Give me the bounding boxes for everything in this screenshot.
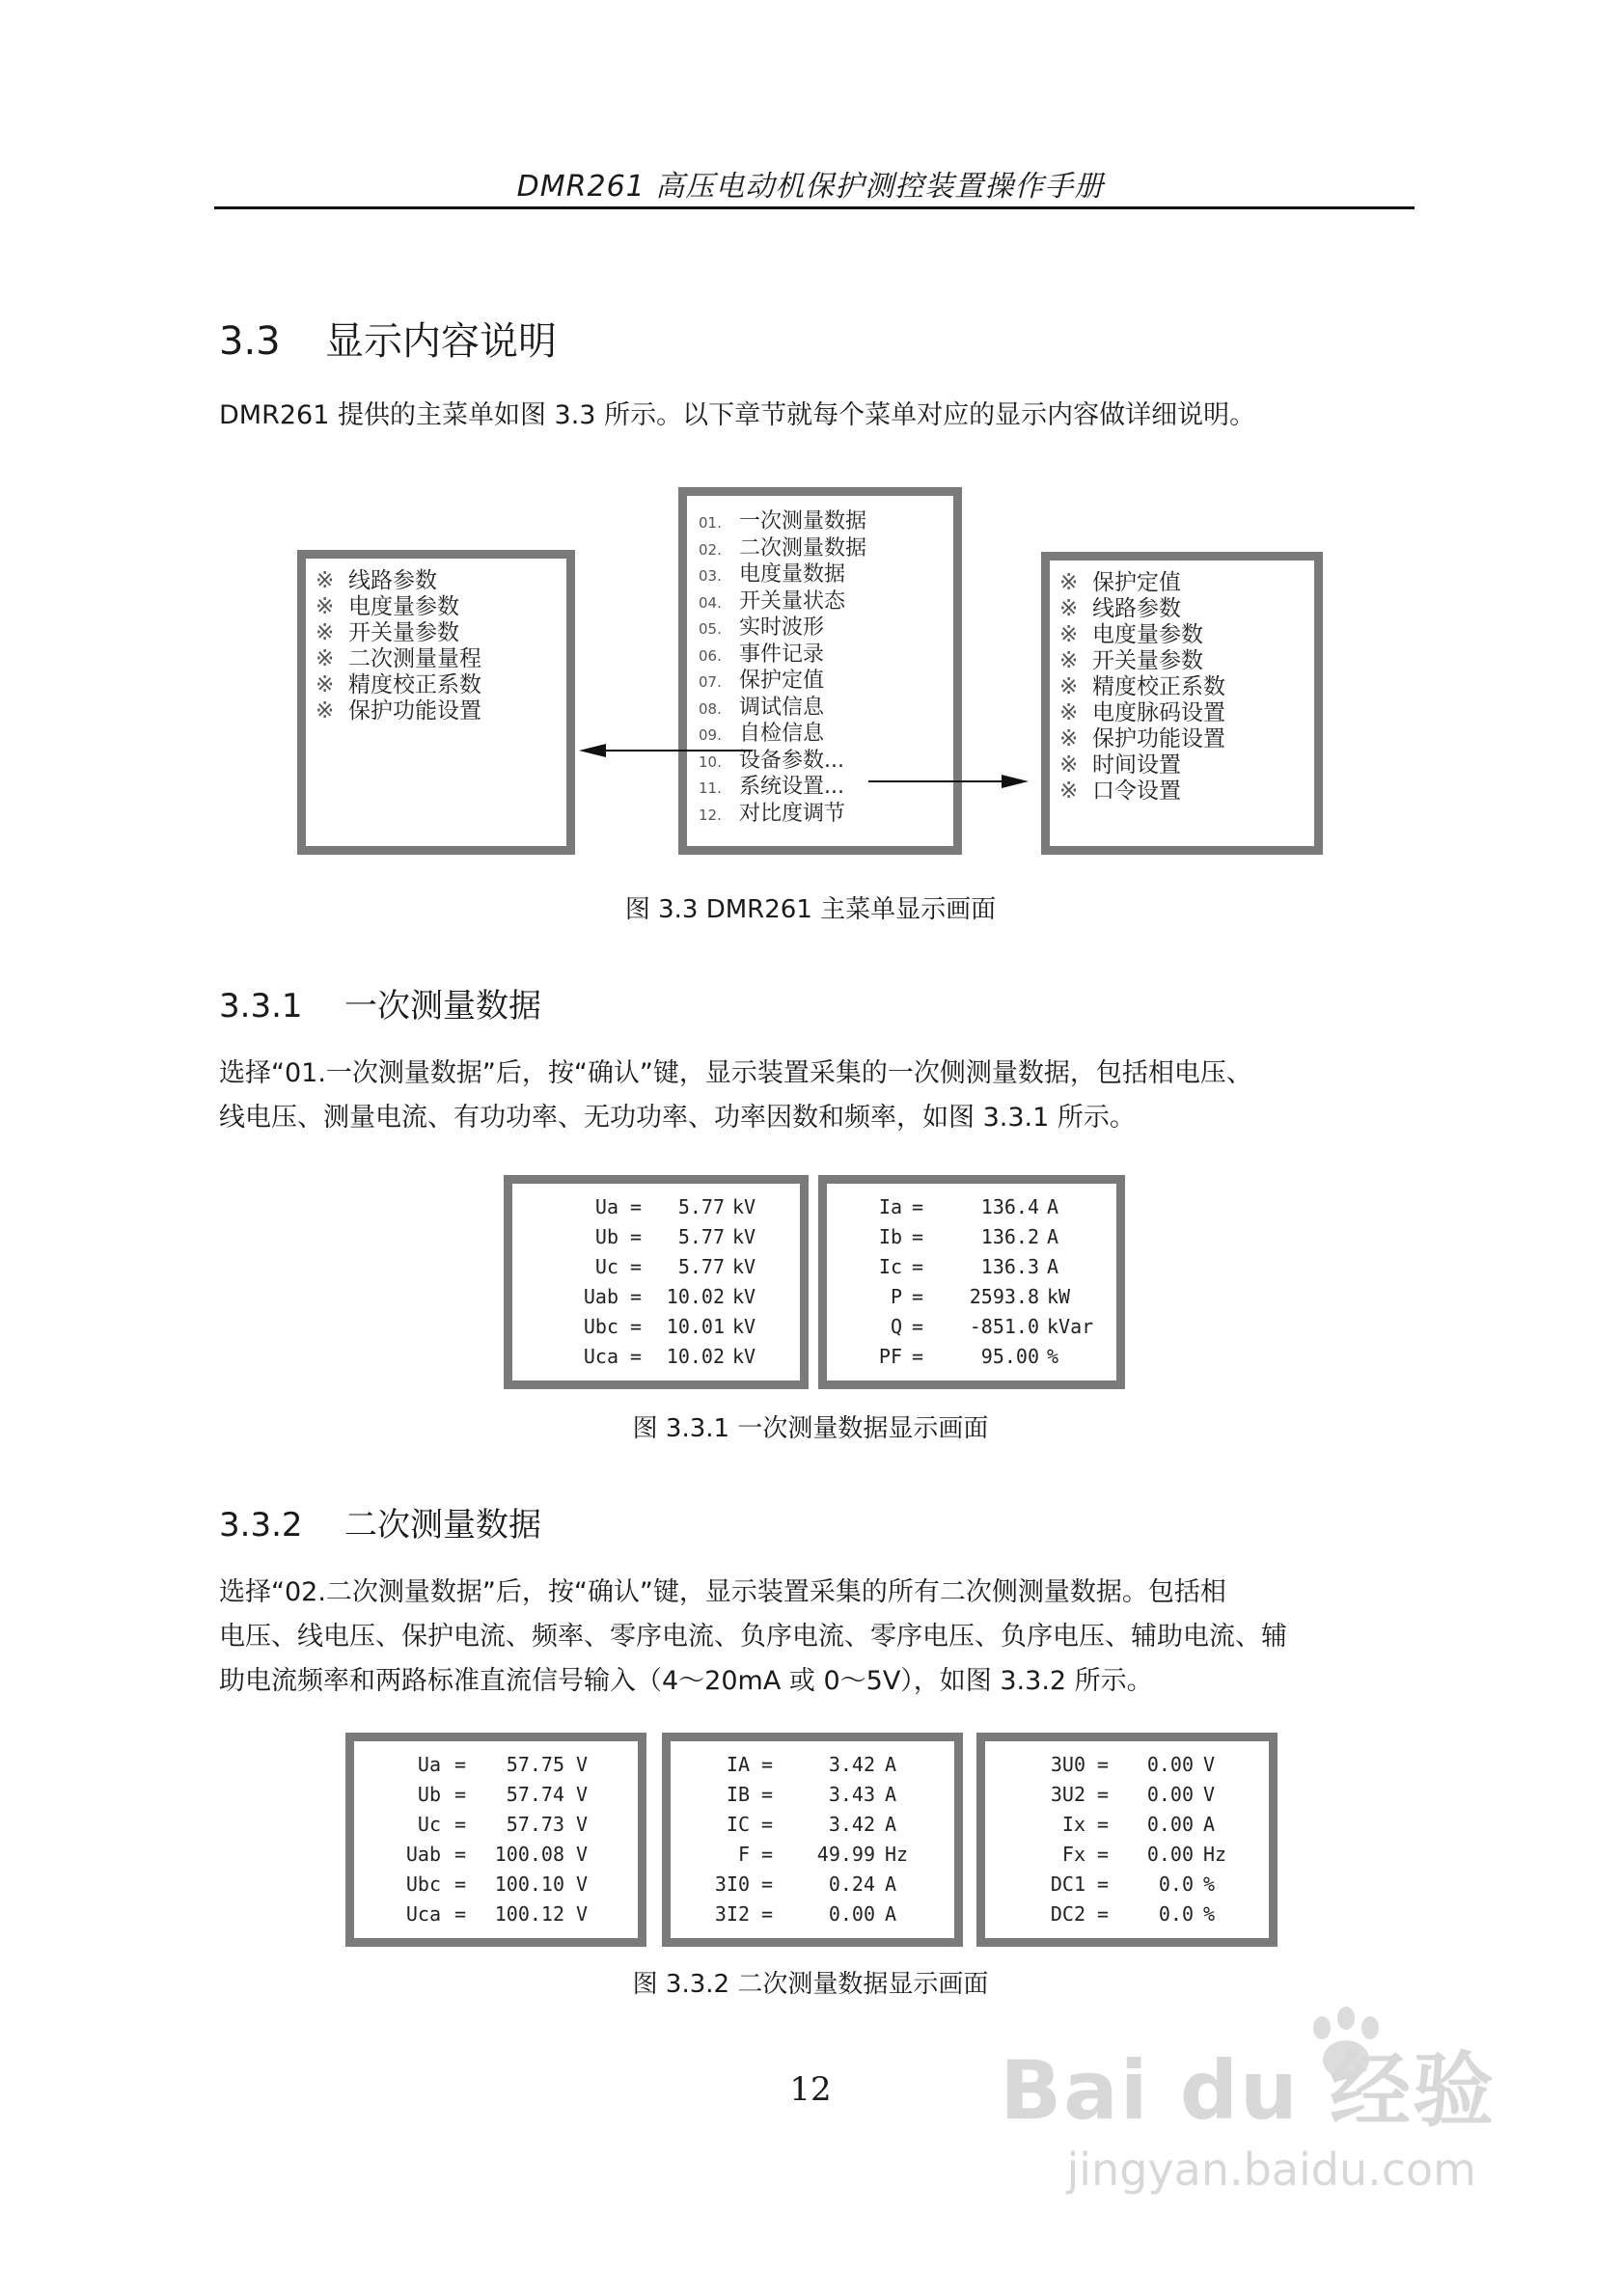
menu-item-label: 开关量参数 xyxy=(348,620,459,645)
menu-item-label: 时间设置 xyxy=(1092,752,1181,778)
menu-item-label: 系统设置... xyxy=(739,775,844,799)
measurement-unit: A xyxy=(885,1753,897,1776)
measurement-row xyxy=(354,1872,638,1902)
bullet-icon: ※ xyxy=(1059,622,1079,647)
measurement-label: Uab xyxy=(405,1843,441,1866)
measurement-value: 5.77 xyxy=(677,1255,725,1278)
menu-item-number: 04. xyxy=(699,593,722,612)
measurement-row xyxy=(512,1195,800,1225)
measurement-label: Uab xyxy=(583,1285,618,1308)
measurement-unit: A xyxy=(885,1872,897,1896)
measurement-row xyxy=(985,1843,1269,1872)
menu-item-label: 设备参数... xyxy=(739,748,844,773)
equals-sign: = xyxy=(454,1872,467,1896)
measurement-label: Ubc xyxy=(405,1872,441,1896)
equals-sign: = xyxy=(761,1813,774,1836)
equals-sign: = xyxy=(761,1783,774,1806)
measurement-row xyxy=(985,1902,1269,1932)
bullet-icon: ※ xyxy=(1059,779,1079,804)
bullet-icon: ※ xyxy=(1059,674,1079,699)
measurement-label: DC1 xyxy=(1050,1872,1085,1896)
measurement-unit: % xyxy=(1047,1345,1059,1368)
subsection-title: 二次测量数据 xyxy=(344,1506,541,1544)
measurement-row xyxy=(512,1345,800,1375)
measurement-unit: A xyxy=(885,1902,897,1926)
measurement-value: 0.00 xyxy=(1146,1783,1194,1806)
menu-item-label: 口令设置 xyxy=(1092,779,1181,804)
bullet-icon: ※ xyxy=(1059,700,1079,725)
measurement-label: IC xyxy=(726,1813,750,1836)
measurement-unit: V xyxy=(576,1813,589,1836)
measurement-row xyxy=(671,1902,954,1932)
measurement-label: Uca xyxy=(583,1345,618,1368)
measurement-value: 136.2 xyxy=(980,1225,1039,1248)
measurement-value: 57.74 xyxy=(506,1783,564,1806)
menu-item-number: 11. xyxy=(699,779,722,797)
secondary-current-panel xyxy=(662,1733,963,1947)
menu-item-label: 开关量参数 xyxy=(1092,648,1203,673)
measurement-row xyxy=(985,1783,1269,1813)
measurement-label: Ua xyxy=(594,1195,618,1218)
menu-item-label: 保护定值 xyxy=(1092,570,1181,595)
measurement-value: 3.43 xyxy=(828,1783,875,1806)
menu-item-label: 线路参数 xyxy=(348,568,437,593)
measurement-unit: V xyxy=(1203,1753,1216,1776)
measurement-row xyxy=(354,1753,638,1783)
section-intro: DMR261 提供的主菜单如图 3.3 所示。以下章节就每个菜单对应的显示内容做详细说明。 xyxy=(219,400,1256,430)
equals-sign: = xyxy=(454,1843,467,1866)
measurement-unit: kW xyxy=(1047,1285,1071,1308)
menu-item-label: 对比度调节 xyxy=(739,801,846,826)
menu-item-label: 实时波形 xyxy=(739,615,825,640)
running-header: DMR261 高压电动机保护测控装置操作手册 xyxy=(516,170,1105,204)
measurement-unit: A xyxy=(1203,1813,1216,1836)
menu-item-label: 精度校正系数 xyxy=(348,672,481,697)
measurement-row xyxy=(827,1345,1116,1375)
measurement-row xyxy=(827,1255,1116,1285)
measurement-label: 3U0 xyxy=(1050,1753,1085,1776)
menu-item-number: 07. xyxy=(699,673,722,691)
measurement-value: 5.77 xyxy=(677,1225,725,1248)
measurement-label: Ic xyxy=(878,1255,902,1278)
measurement-label: Ub xyxy=(417,1783,441,1806)
measurement-row xyxy=(671,1753,954,1783)
measurement-unit: A xyxy=(1047,1225,1059,1248)
menu-item-label: 二次测量量程 xyxy=(348,646,481,671)
measurement-row xyxy=(671,1783,954,1813)
measurement-unit: A xyxy=(885,1813,897,1836)
menu-item-label: 保护定值 xyxy=(739,669,825,693)
measurement-label: Fx xyxy=(1061,1843,1085,1866)
para-line: 电压、线电压、保护电流、频率、零序电流、负序电流、零序电压、负序电压、辅助电流、辅 xyxy=(219,1622,1287,1652)
measurement-label: IB xyxy=(726,1783,750,1806)
measurement-label: Ib xyxy=(878,1225,902,1248)
menu-item-number: 09. xyxy=(699,726,722,744)
arrow-to-left-menu xyxy=(579,744,753,757)
measurement-value: -851.0 xyxy=(969,1315,1039,1338)
measurement-unit: kV xyxy=(732,1345,756,1368)
measurement-unit: Hz xyxy=(885,1843,909,1866)
measurement-label: Ub xyxy=(594,1225,618,1248)
equals-sign: = xyxy=(912,1255,924,1278)
menu-item-label: 保护功能设置 xyxy=(348,698,481,724)
watermark-brand: Bai du 经验 xyxy=(1000,2043,1496,2138)
equals-sign: = xyxy=(1097,1813,1110,1836)
measurement-label: Q xyxy=(890,1315,902,1338)
equals-sign: = xyxy=(761,1902,774,1926)
measurement-row xyxy=(671,1843,954,1872)
measurement-unit: kV xyxy=(732,1225,756,1248)
measurement-value: 100.10 xyxy=(494,1872,564,1896)
measurement-label: Uc xyxy=(594,1255,618,1278)
bullet-icon: ※ xyxy=(316,672,335,697)
measurement-unit: V xyxy=(576,1902,589,1926)
measurement-row xyxy=(827,1285,1116,1315)
measurement-unit: % xyxy=(1203,1902,1216,1926)
equals-sign: = xyxy=(630,1285,643,1308)
bullet-icon: ※ xyxy=(1059,726,1079,752)
section-number: 3.3 xyxy=(219,319,281,364)
menu-item-number: 08. xyxy=(699,699,722,718)
measurement-value: 136.4 xyxy=(980,1195,1039,1218)
secondary-voltage-panel xyxy=(345,1733,646,1947)
measurement-value: 2593.8 xyxy=(969,1285,1039,1308)
menu-item-label: 事件记录 xyxy=(739,642,825,667)
measurement-row xyxy=(985,1753,1269,1783)
measurement-unit: kV xyxy=(732,1195,756,1218)
measurement-row xyxy=(512,1315,800,1345)
subsection-paragraph-3-3-1 xyxy=(219,1052,1415,1140)
measurement-row xyxy=(512,1285,800,1315)
measurement-value: 3.42 xyxy=(828,1753,875,1776)
bullet-icon: ※ xyxy=(316,568,335,593)
menu-item-number: 02. xyxy=(699,540,722,559)
menu-item-label: 电度量数据 xyxy=(739,562,846,587)
measurement-value: 136.3 xyxy=(980,1255,1039,1278)
menu-item-number: 03. xyxy=(699,567,722,585)
measurement-value: 3.42 xyxy=(828,1813,875,1836)
equals-sign: = xyxy=(1097,1872,1110,1896)
bullet-icon: ※ xyxy=(1059,752,1079,778)
para-line: 选择“01.一次测量数据”后，按“确认”键，显示装置采集的一次侧测量数据，包括相电压、 xyxy=(219,1058,1252,1088)
subsection-heading-3-3-2 xyxy=(219,1498,541,1545)
equals-sign: = xyxy=(1097,1902,1110,1926)
equals-sign: = xyxy=(630,1315,643,1338)
menu-item-label: 调试信息 xyxy=(739,695,825,720)
equals-sign: = xyxy=(1097,1843,1110,1866)
measurement-row xyxy=(671,1872,954,1902)
measurement-unit: Hz xyxy=(1203,1843,1227,1866)
menu-item-number: 06. xyxy=(699,646,722,665)
equals-sign: = xyxy=(630,1225,643,1248)
equals-sign: = xyxy=(454,1902,467,1926)
measurement-label: Ubc xyxy=(583,1315,618,1338)
measurement-value: 57.75 xyxy=(506,1753,564,1776)
measurement-unit: V xyxy=(576,1753,589,1776)
measurement-label: Ua xyxy=(417,1753,441,1776)
secondary-auxiliary-panel xyxy=(976,1733,1278,1947)
measurement-label: Ix xyxy=(1061,1813,1085,1836)
arrow-to-right-menu xyxy=(868,775,1029,788)
equals-sign: = xyxy=(630,1195,643,1218)
menu-item-label: 电度量参数 xyxy=(348,594,459,619)
page-number: 12 xyxy=(789,2070,832,2109)
measurement-row xyxy=(827,1315,1116,1345)
menu-item-label: 二次测量数据 xyxy=(739,535,867,560)
para-line: 助电流频率和两路标准直流信号输入（4～20mA 或 0～5V），如图 3.3.2 所示。 xyxy=(219,1666,1153,1696)
equals-sign: = xyxy=(912,1345,924,1368)
equals-sign: = xyxy=(761,1872,774,1896)
measurement-row xyxy=(827,1225,1116,1255)
measurement-value: 0.0 xyxy=(1158,1902,1194,1926)
measurement-row xyxy=(671,1813,954,1843)
menu-item-label: 电度脉码设置 xyxy=(1092,700,1225,725)
measurement-unit: A xyxy=(1047,1195,1059,1218)
measurement-unit: V xyxy=(576,1843,589,1866)
measurement-row xyxy=(354,1813,638,1843)
measurement-value: 57.73 xyxy=(506,1813,564,1836)
measurement-label: 3I2 xyxy=(714,1902,750,1926)
equals-sign: = xyxy=(912,1195,924,1218)
menu-item-label: 保护功能设置 xyxy=(1092,726,1225,752)
measurement-unit: kV xyxy=(732,1285,756,1308)
measurement-value: 0.24 xyxy=(828,1872,875,1896)
measurement-value: 0.00 xyxy=(1146,1843,1194,1866)
equals-sign: = xyxy=(1097,1753,1110,1776)
para-line: 线电压、测量电流、有功功率、无功功率、功率因数和频率，如图 3.3.1 所示。 xyxy=(219,1103,1136,1133)
bullet-icon: ※ xyxy=(316,646,335,671)
menu-item-label: 一次测量数据 xyxy=(739,509,867,533)
equals-sign: = xyxy=(630,1345,643,1368)
menu-item-label: 自检信息 xyxy=(739,722,825,746)
measurement-value: 0.00 xyxy=(1146,1813,1194,1836)
measurement-value: 100.08 xyxy=(494,1843,564,1866)
bullet-icon: ※ xyxy=(316,594,335,619)
measurement-value: 10.02 xyxy=(666,1285,725,1308)
primary-voltage-panel xyxy=(504,1175,809,1389)
measurement-unit: kVar xyxy=(1047,1315,1094,1338)
equals-sign: = xyxy=(912,1225,924,1248)
measurement-row xyxy=(512,1255,800,1285)
equals-sign: = xyxy=(761,1843,774,1866)
measurement-row xyxy=(827,1195,1116,1225)
equals-sign: = xyxy=(912,1285,924,1308)
measurement-unit: A xyxy=(1047,1255,1059,1278)
equals-sign: = xyxy=(454,1813,467,1836)
measurement-label: DC2 xyxy=(1050,1902,1085,1926)
measurement-unit: V xyxy=(576,1872,589,1896)
para-line: 选择“02.二次测量数据”后，按“确认”键，显示装置采集的所有二次侧测量数据。包括相 xyxy=(219,1577,1226,1607)
measurement-unit: kV xyxy=(732,1315,756,1338)
measurement-value: 95.00 xyxy=(980,1345,1039,1368)
equals-sign: = xyxy=(761,1753,774,1776)
section-title: 显示内容说明 xyxy=(325,319,557,364)
subsection-number: 3.3.1 xyxy=(219,987,303,1025)
measurement-value: 5.77 xyxy=(677,1195,725,1218)
measurement-value: 0.00 xyxy=(1146,1753,1194,1776)
measurement-row xyxy=(512,1225,800,1255)
measurement-label: Uc xyxy=(417,1813,441,1836)
menu-item-label: 电度量参数 xyxy=(1092,622,1203,647)
watermark-url: jingyan.baidu.com xyxy=(1066,2144,1476,2196)
measurement-unit: V xyxy=(1203,1783,1216,1806)
figure-caption-main-menu: 图 3.3 DMR261 主菜单显示画面 xyxy=(624,895,997,924)
menu-item-label: 精度校正系数 xyxy=(1092,674,1225,699)
equals-sign: = xyxy=(912,1315,924,1338)
menu-item-number: 05. xyxy=(699,620,722,638)
measurement-label: PF xyxy=(878,1345,902,1368)
bullet-icon: ※ xyxy=(1059,596,1079,621)
menu-item-number: 01. xyxy=(699,514,722,532)
equals-sign: = xyxy=(454,1783,467,1806)
measurement-row xyxy=(354,1783,638,1813)
menu-item-label: 开关量状态 xyxy=(739,588,846,614)
subsection-paragraph-3-3-2 xyxy=(219,1571,1415,1704)
measurement-row xyxy=(985,1872,1269,1902)
menu-item-number: 10. xyxy=(699,752,722,771)
measurement-label: Uca xyxy=(405,1902,441,1926)
measurement-unit: kV xyxy=(732,1255,756,1278)
measurement-value: 0.0 xyxy=(1158,1872,1194,1896)
measurement-row xyxy=(985,1813,1269,1843)
bullet-icon: ※ xyxy=(316,698,335,724)
measurement-label: IA xyxy=(726,1753,750,1776)
measurement-label: 3U2 xyxy=(1050,1783,1085,1806)
subsection-title: 一次测量数据 xyxy=(344,987,541,1025)
measurement-unit: % xyxy=(1203,1872,1216,1896)
bullet-icon: ※ xyxy=(316,620,335,645)
measurement-unit: V xyxy=(576,1783,589,1806)
bullet-icon: ※ xyxy=(1059,570,1079,595)
equals-sign: = xyxy=(630,1255,643,1278)
measurement-value: 10.01 xyxy=(666,1315,725,1338)
figure-caption-3-3-2: 图 3.3.2 二次测量数据显示画面 xyxy=(632,1970,989,1999)
measurement-value: 49.99 xyxy=(816,1843,875,1866)
subsection-heading-3-3-1 xyxy=(219,979,541,1026)
equals-sign: = xyxy=(1097,1783,1110,1806)
equals-sign: = xyxy=(454,1753,467,1776)
menu-item-label: 线路参数 xyxy=(1092,596,1181,621)
measurement-label: P xyxy=(890,1285,902,1308)
measurement-unit: A xyxy=(885,1783,897,1806)
measurement-label: 3I0 xyxy=(714,1872,750,1896)
subsection-number: 3.3.2 xyxy=(219,1506,303,1544)
measurement-row xyxy=(354,1902,638,1932)
primary-current-power-panel xyxy=(818,1175,1125,1389)
measurement-label: Ia xyxy=(878,1195,902,1218)
measurement-row xyxy=(354,1843,638,1872)
menu-item-number: 12. xyxy=(699,806,722,824)
measurement-label: F xyxy=(737,1843,750,1866)
bullet-icon: ※ xyxy=(1059,648,1079,673)
measurement-value: 10.02 xyxy=(666,1345,725,1368)
figure-caption-3-3-1: 图 3.3.1 一次测量数据显示画面 xyxy=(632,1414,989,1443)
measurement-value: 100.12 xyxy=(494,1902,564,1926)
measurement-value: 0.00 xyxy=(828,1902,875,1926)
